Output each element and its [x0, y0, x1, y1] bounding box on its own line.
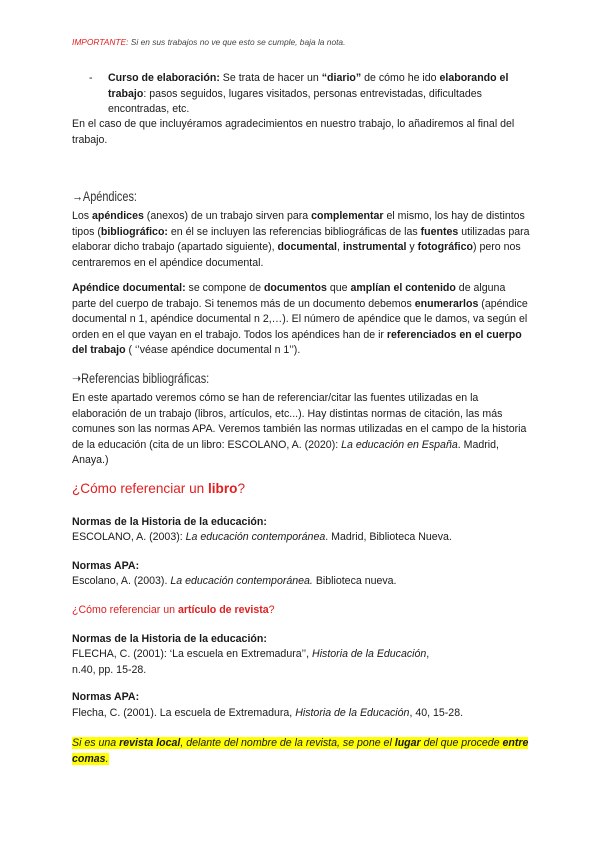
text-run: (anexos) de un trabajo sirven para	[143, 210, 312, 222]
libro-historia-label	[72, 515, 532, 531]
libro-question	[72, 480, 532, 498]
text-run: En este apartado veremos cómo se han de referenciar/citar las fuentes utilizadas en la elaboración de un trabajo (libros, artículos, etc...). Hay distintas normas de citación, las más comunes son las normas APA. Veremos también las normas utilizadas en el campo de la historia de la educación (cita de un libro: ESCOLANO, A. (2020):	[72, 392, 527, 451]
section-title: →Apéndices:	[72, 188, 137, 204]
revista-historia-label	[72, 632, 532, 648]
text-run: , n.40, pp. 15-28.	[72, 648, 430, 676]
text-run: Flecha, C. (2001). La escuela de Extremadura,	[72, 707, 296, 719]
bullet-dash: -	[89, 72, 93, 84]
norm-label: Normas de la Historia de la educación:	[72, 516, 267, 528]
section-title: ➝Referencias bibliográficas:	[72, 370, 210, 386]
text-run: de alguna parte del cuerpo de trabajo. Si tenemos más de un documento debemos	[72, 282, 506, 310]
bold-term: artículo de revista	[177, 604, 269, 616]
agradecimientos-paragraph: En el caso de que incluyéramos agradecimientos en nuestro trabajo, lo añadiremos al final del trabajo.	[72, 118, 515, 146]
book-title: La educación contemporánea	[185, 531, 326, 543]
text-run: Los	[72, 210, 93, 222]
bold-term: enumerarlos	[414, 297, 479, 310]
libro-apa-citation	[72, 574, 532, 590]
text-run: ,	[336, 241, 343, 254]
bold-term: fuentes	[420, 225, 459, 238]
text-run: FLECHA, C. (2001): ‘La escuela en Extremadura’’,	[72, 648, 313, 660]
text-run: de cómo he ido	[361, 72, 440, 84]
text-run: ( ‘’véase apéndice documental n 1’’).	[125, 344, 301, 357]
bold-term: instrumental	[342, 241, 407, 254]
text-run: y	[406, 241, 418, 254]
bold-term: apéndices	[92, 210, 144, 222]
text-run: , 40, 15-28.	[409, 707, 464, 719]
bold-term: revista local	[119, 737, 181, 749]
text-run: utilizadas para elaborar dicho trabajo (apartado siguiente),	[72, 225, 530, 254]
journal-title: Historia de la Educación	[312, 648, 427, 660]
norm-label: Normas APA:	[72, 691, 140, 703]
text-run: , delante del nombre de la revista, se pone el	[180, 737, 395, 749]
bold-term: fotográfico	[417, 241, 473, 254]
revista-apa-label	[72, 690, 532, 706]
bold-term: Apéndice documental:	[72, 282, 186, 294]
bold-term: libro	[208, 481, 238, 496]
bold-term: referenciados en el cuerpo del trabajo	[72, 328, 522, 357]
bold-term: lugar	[394, 737, 421, 749]
bullet-curso-elaboracion	[89, 71, 529, 118]
revista-historia-citation	[72, 647, 452, 678]
page-header	[72, 37, 345, 47]
text-run: Escolano, A. (2003).	[72, 575, 171, 587]
book-title: La educación en España	[341, 438, 458, 451]
header-important: IMPORTANTE	[72, 37, 127, 47]
text-run: Si es una	[72, 737, 120, 749]
norm-label: Normas APA:	[72, 560, 140, 572]
text-run: que	[326, 282, 351, 294]
apendices-paragraph-2	[72, 281, 532, 359]
bold-term: bibliográfico:	[100, 225, 168, 238]
bullet-text	[108, 71, 529, 118]
revista-apa-citation	[72, 706, 532, 722]
text-run: : pasos seguidos, lugares visitados, personas entrevistadas, dificultades encontradas, etc.	[108, 87, 482, 116]
referencias-paragraph	[72, 391, 532, 469]
highlight-run	[72, 737, 528, 765]
book-title: La educación contemporánea.	[170, 575, 313, 587]
text-run: Biblioteca nueva.	[312, 575, 397, 587]
text-run: (apéndice documental n 1, apéndice documental n 2,…). El número de apéndice que le damos, va según el orden en el que vayan en el trabajo. Todos los apéndices han de ir	[72, 297, 528, 341]
revista-local-note	[72, 736, 532, 767]
text-run: ?	[268, 604, 275, 616]
bold-term: complementar	[311, 210, 384, 222]
libro-historia-citation	[72, 530, 532, 546]
text-run: del que procede	[420, 737, 503, 749]
text-run: .	[105, 752, 109, 765]
text-run: ?	[237, 481, 246, 496]
libro-apa-label	[72, 559, 532, 575]
referencias-heading	[72, 371, 532, 387]
bold-term: Curso de elaboración:	[108, 72, 220, 84]
text-run: ¿Cómo referenciar un	[72, 604, 178, 616]
bold-term: documentos	[263, 282, 327, 294]
text-run: ¿Cómo referenciar un	[72, 481, 208, 496]
text-run: . Madrid, Biblioteca Nueva.	[325, 531, 452, 543]
text-run: ESCOLANO, A. (2003):	[72, 531, 186, 543]
bold-term: entre comas	[72, 737, 529, 765]
text-run: . Madrid, Anaya.)	[72, 438, 499, 467]
text-run: ) pero nos centraremos en el apéndice documental.	[72, 241, 521, 269]
text-run: el mismo, los hay de distintos tipos (	[72, 210, 525, 238]
apendices-heading	[72, 189, 532, 205]
apendices-paragraph-1	[72, 209, 532, 271]
bold-term: documental	[277, 241, 337, 254]
bold-term: elaborando el trabajo	[108, 72, 509, 100]
text-run: en él se incluyen las referencias bibliográficas de las	[167, 225, 421, 238]
text-run: se compone de	[185, 282, 264, 294]
journal-title: Historia de la Educación	[295, 707, 410, 719]
header-text: : Si en sus trabajos no ve que esto se cumple, baja la nota.	[126, 37, 346, 47]
revista-question	[72, 603, 532, 619]
bold-term: amplían el contenido	[350, 282, 456, 294]
text-run: Se trata de hacer un	[219, 72, 322, 84]
bold-term: “diario”	[321, 72, 362, 84]
norm-label: Normas de la Historia de la educación:	[72, 633, 267, 645]
